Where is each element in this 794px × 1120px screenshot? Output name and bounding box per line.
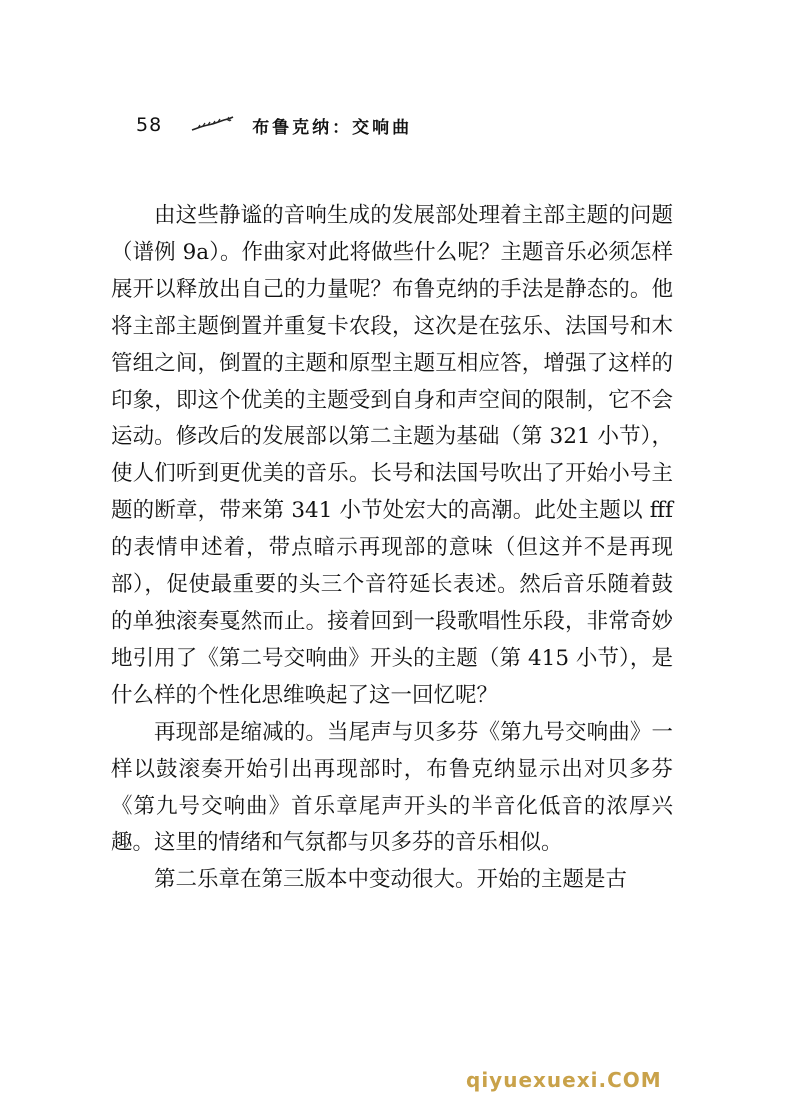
page-number: 58 (136, 114, 163, 136)
page-header (136, 110, 412, 140)
paragraph: 由这些静谧的音响生成的发展部处理着主部主题的问题（谱例 9a）。作曲家对此将做些什么呢？主题音乐必须怎样展开以释放出自己的力量呢？布鲁克纳的手法是静态的。他将主部主题倒置并重复卡农段，这次是在弦乐、法国号和木管组之间，倒置的主题和原型主题互相应答，增强了这样的印象，即这个优美的主题受到自身和声空间的限制，它不会运动。修改后的发展部以第二主题为基础（第 321 小节），使人们听到更优美的音乐。长号和法国号吹出了开始小号主题的断章，带来第 341 小节处宏大的高潮。此处主题以 fff 的表情申述着，带点暗示再现部的意味（但这并不是再现部），促使最重要的头三个音符延长表述。然后音乐随着鼓的单独滚奏戛然而止。接着回到一段歌唱性乐段，非常奇妙地引用了《第二号交响曲》开头的主题（第 415 小节），是什么样的个性化思维唤起了这一回忆呢？ (111, 203, 673, 708)
running-title: 布鲁克纳：交响曲 (252, 117, 413, 138)
flourish-icon (190, 116, 234, 134)
body-text (111, 198, 673, 899)
paragraph: 第二乐章在第三版本中变动很大。开始的主题是古 (154, 867, 628, 893)
watermark: qiyuexuexi.COM (466, 1068, 662, 1092)
paragraph: 再现部是缩减的。当尾声与贝多芬《第九号交响曲》一样以鼓滚奏开始引出再现部时，布鲁克纳显示出对贝多芬《第九号交响曲》首乐章尾声开头的半音化低音的浓厚兴趣。这里的情绪和气氛都与贝多芬的音乐相似。 (111, 719, 673, 856)
